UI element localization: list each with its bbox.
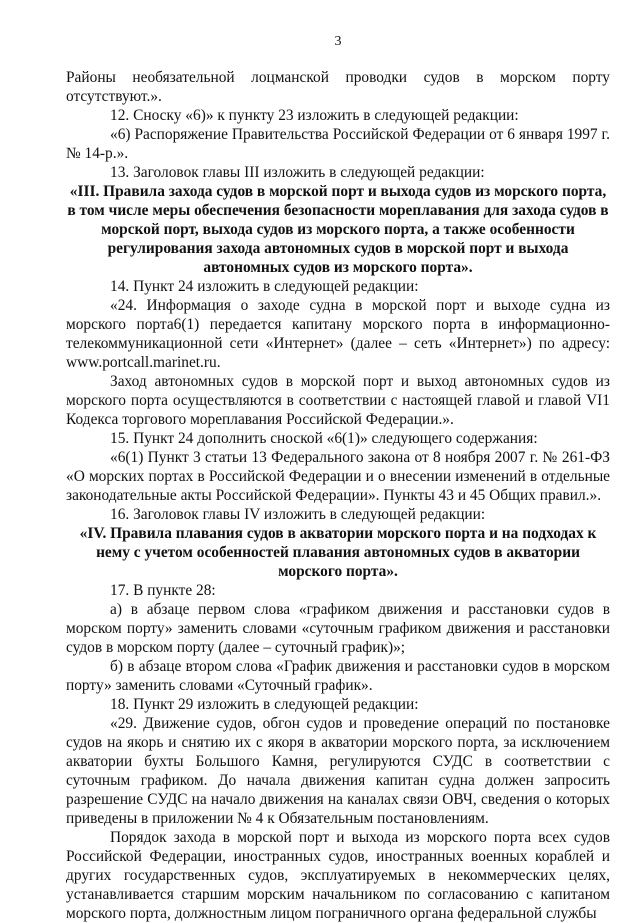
paragraph: Районы необязательной лоцманской проводки судов в морском порту отсутствуют.». — [66, 69, 610, 105]
paragraph: 12. Сноску «6)» к пункту 23 изложить в следующей редакции: — [110, 107, 519, 124]
paragraph: «24. Информация о заходе судна в морской порт и выходе судна из морского порта6(1) передается капитану морского порта в информационно-телекоммуникационной сети «Интернет» (далее – сеть «Интернет») по адресу: www.portcall.marinet.ru. — [66, 297, 610, 371]
paragraph: а) в абзаце первом слова «графиком движения и расстановки судов в морском порту» заменить словами «суточным графиком движения и расстановки судов в морском порту (далее – суточный график)»; — [66, 601, 610, 656]
paragraph: 17. В пункте 28: — [110, 582, 216, 599]
paragraph: 15. Пункт 24 дополнить сноской «6(1)» следующего содержания: — [110, 430, 538, 447]
paragraph: «29. Движение судов, обгон судов и проведение операций по постановке судов на якорь и снятию их с якоря в акватории морского порта, за исключением акватории бухты Большого Камня, регулируются СУДС в соответствии с суточным графиком. До начала движения капитан судна должен запросить разрешение СУДС на начало движения на каналах связи ОВЧ, сведения о которых приведены в приложении № 4 к Обязательным постановлениям. — [66, 715, 610, 827]
paragraph: Порядок захода в морской порт и выхода из морского порта всех судов Российской Федерации, иностранных судов, иностранных военных кораблей и других государственных судов, эксплуатируемых в некоммерческих целях, устанавливается старшим морским начальником по согласованию с капитаном морского порта, должностным лицом пограничного органа федеральной службы — [66, 829, 610, 922]
paragraph: «6) Распоряжение Правительства Российской Федерации от 6 января 1997 г. № 14-р.». — [66, 126, 610, 162]
paragraph: 16. Заголовок главы IV изложить в следующей редакции: — [110, 506, 486, 523]
page-number: 3 — [334, 34, 342, 49]
chapter-heading: «IV. Правила плавания судов в акватории морского порта и на подходах к нему с учетом особенностей плавания автономных судов в акватории морского порта». — [79, 525, 597, 580]
paragraph: 18. Пункт 29 изложить в следующей редакции: — [110, 696, 419, 713]
paragraph: «6(1) Пункт 3 статьи 13 Федерального закона от 8 ноября 2007 г. № 261-ФЗ «О морских портах в Российской Федерации и о внесении изменений в отдельные законодательные акты Российской Федерации». Пункты 43 и 45 Общих правил.». — [66, 449, 610, 504]
chapter-heading: «III. Правила захода судов в морской порт и выхода судов из морского порта, в том числе меры обеспечения безопасности мореплавания для захода судов в морской порт, выхода судов из морского порта, а также особенности регулирования захода автономных судов в морской порт и выхода автономных судов из морского порта». — [67, 183, 609, 276]
paragraph: 13. Заголовок главы III изложить в следующей редакции: — [110, 164, 485, 181]
paragraph: 14. Пункт 24 изложить в следующей редакции: — [110, 278, 419, 295]
paragraph: б) в абзаце втором слова «График движения и расстановки судов в морском порту» заменить словами «Суточный график». — [66, 658, 610, 694]
paragraph: Заход автономных судов в морской порт и выход автономных судов из морского порта осуществляются в соответствии с настоящей главой и главой VI1 Кодекса торгового мореплавания Российской Федерации.». — [66, 373, 610, 428]
